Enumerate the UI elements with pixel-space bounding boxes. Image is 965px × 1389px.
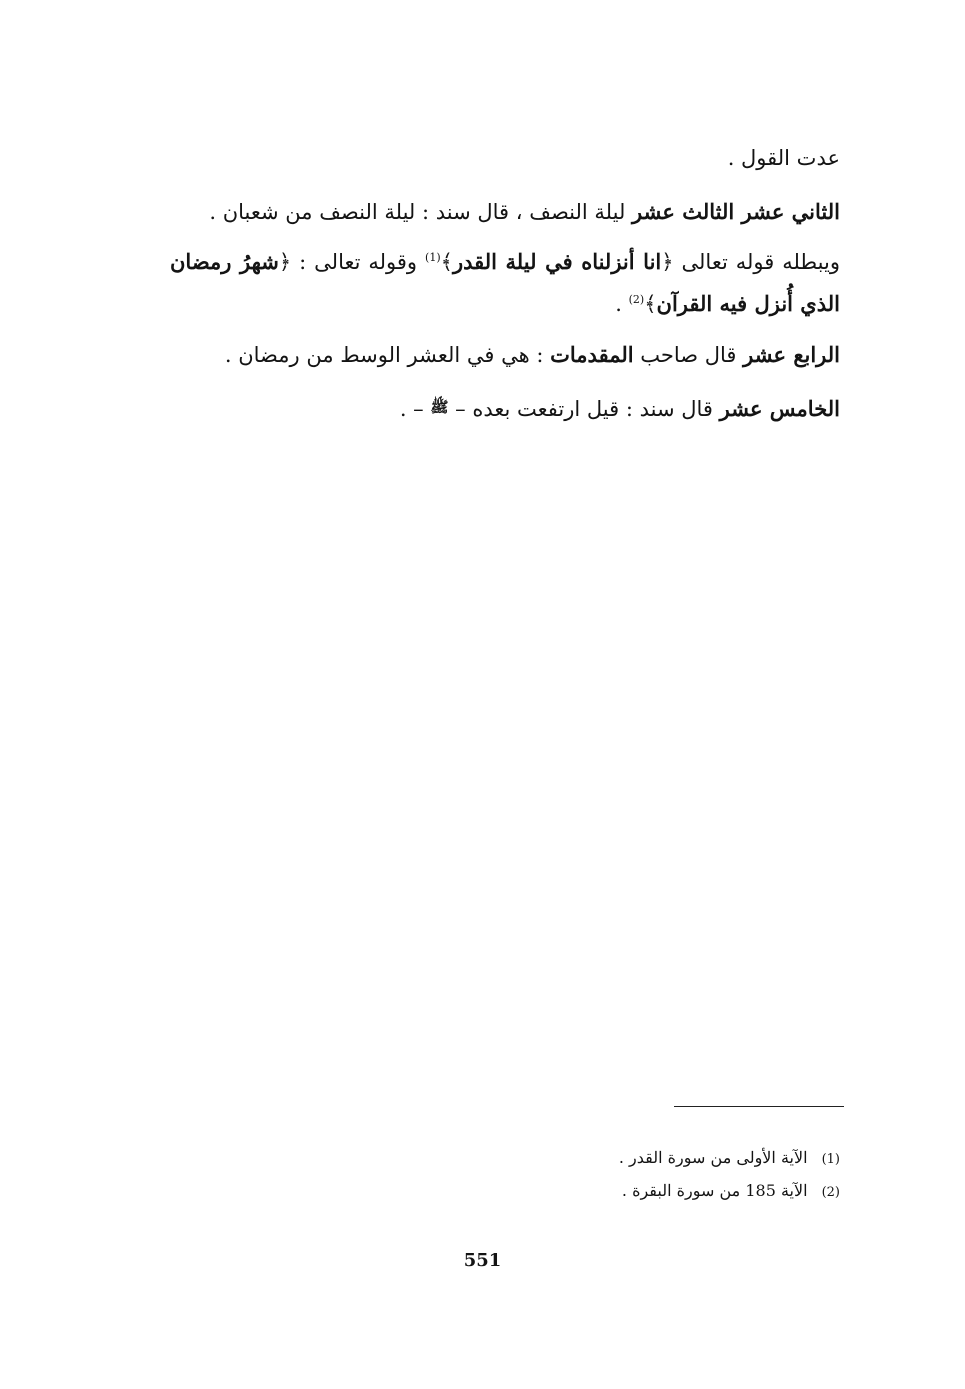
- page-number: 551: [463, 1250, 502, 1271]
- text-line-1: [170, 143, 840, 173]
- paragraph-heading: الرابع عشر: [743, 342, 840, 367]
- paragraph-text: – .: [399, 397, 424, 421]
- paragraph-twelfth-cont-1: [170, 243, 840, 277]
- honorific-glyph: ﷺ: [430, 398, 449, 416]
- footnote-2: [622, 1179, 840, 1205]
- footnote-number: (1): [821, 1152, 840, 1167]
- paragraph-text: قال سند : قيل ارتفعت بعده –: [455, 397, 713, 421]
- footnote-ref: (1): [425, 251, 441, 264]
- footnote-number: (2): [821, 1185, 840, 1200]
- paragraph-text: : هي في العشر الوسط من رمضان .: [224, 343, 544, 367]
- footnote-separator: [674, 1106, 844, 1107]
- paragraph-twelfth: [170, 197, 840, 227]
- paragraph-text: عدت القول .: [727, 146, 840, 170]
- quran-bracket-open: ﴿: [661, 250, 674, 274]
- footnote-ref: (2): [628, 293, 645, 306]
- paragraph-text: ويبطله قوله تعالى: [681, 250, 840, 274]
- footnote-text: الآية الأولى من سورة القدر .: [618, 1148, 808, 1167]
- quran-bracket-open: ﴿: [278, 250, 292, 274]
- paragraph-fifteenth: [170, 394, 840, 426]
- quran-bracket-close: ﴾: [644, 292, 657, 316]
- quran-verse: شهرُ رمضان: [170, 249, 279, 274]
- footnote-1: [619, 1146, 840, 1172]
- paragraph-term: المقدمات: [550, 342, 634, 367]
- paragraph-heading: الثاني عشر الثالث عشر: [632, 199, 840, 224]
- footnote-text: الآية 185 من سورة البقرة .: [621, 1181, 808, 1200]
- quran-verse: انا أنزلناه في ليلة القدر: [452, 249, 662, 274]
- paragraph-heading: الخامس عشر: [719, 396, 840, 421]
- quran-verse: الذي أُنزل فيه القرآن: [656, 291, 840, 316]
- paragraph-fourteenth: [170, 340, 840, 370]
- quran-bracket-close: ﴾: [440, 250, 453, 274]
- paragraph-text: ليلة النصف ، قال سند : ليلة النصف من شعبان .: [209, 200, 626, 224]
- paragraph-text: قال صاحب: [640, 343, 737, 367]
- paragraph-twelfth-cont-2: [170, 285, 840, 319]
- paragraph-text: وقوله تعالى :: [299, 250, 418, 274]
- paragraph-text: .: [615, 292, 622, 316]
